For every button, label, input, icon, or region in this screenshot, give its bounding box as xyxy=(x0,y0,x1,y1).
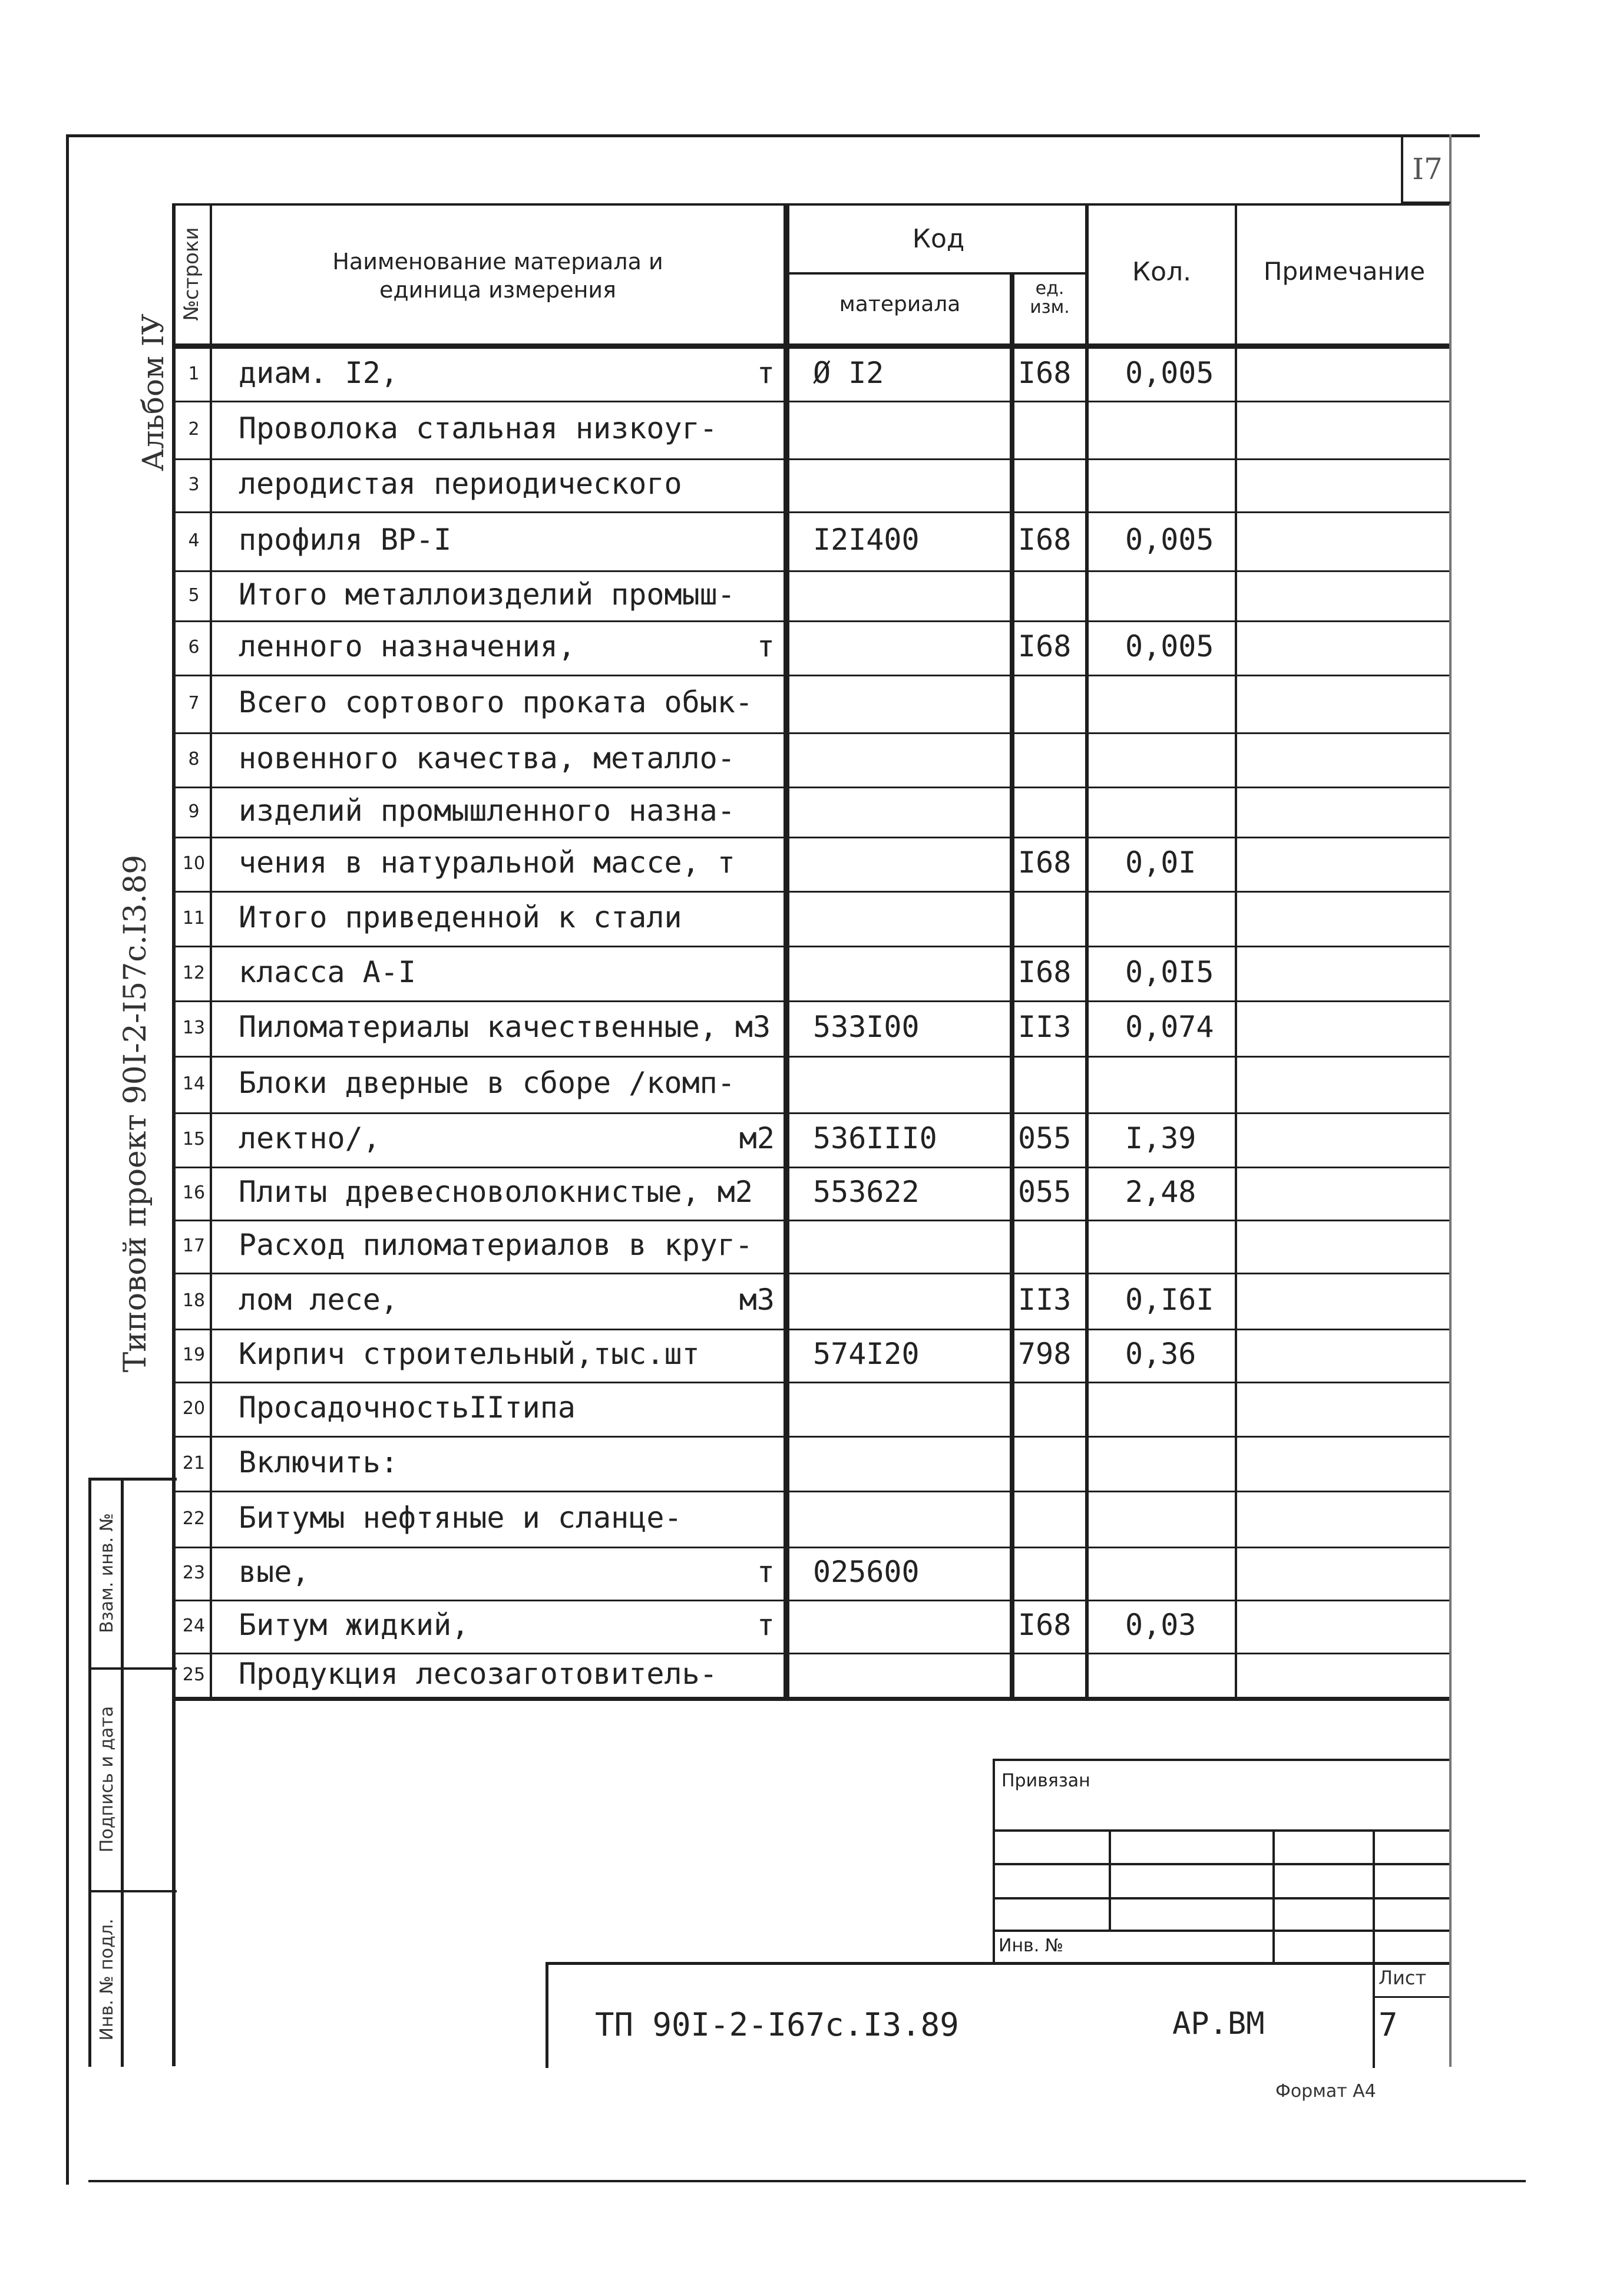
material-name: ленного назначения, xyxy=(239,629,576,663)
unit-code: I68 xyxy=(1018,629,1072,663)
stamp-strip-div1 xyxy=(88,1667,177,1670)
unit-code: II3 xyxy=(1018,1282,1072,1317)
col-divider-unit xyxy=(1085,203,1089,1697)
row-divider xyxy=(172,1547,1449,1548)
material-name: вые, xyxy=(239,1555,310,1589)
material-name: диам. I2, xyxy=(239,356,398,390)
row-number: 19 xyxy=(182,1344,206,1365)
unit-code: I68 xyxy=(1018,523,1072,557)
quantity: 0,0I xyxy=(1125,845,1196,880)
col-divider-name xyxy=(784,203,789,1697)
material-unit: т xyxy=(756,1608,775,1642)
row-number: 17 xyxy=(182,1235,206,1256)
bound-block-row4 xyxy=(993,1930,1449,1932)
material-name: леродистая периодического xyxy=(239,467,682,501)
material-name: Плиты древесноволокнистые, м2 xyxy=(239,1175,753,1209)
frame-left xyxy=(66,134,69,2185)
unit-code: 798 xyxy=(1018,1337,1072,1371)
row-number: 2 xyxy=(188,419,200,440)
material-code: 025600 xyxy=(813,1555,920,1589)
row-number: 3 xyxy=(188,474,200,495)
row-divider xyxy=(172,1220,1449,1221)
row-number: 23 xyxy=(182,1562,206,1583)
row-number: 22 xyxy=(182,1508,206,1529)
album-side-label: Альбом IУ xyxy=(136,313,170,471)
material-name: Кирпич строительный,тыс.шт xyxy=(239,1337,700,1371)
title-block-left xyxy=(546,1962,548,2068)
row-divider xyxy=(172,570,1449,572)
stamp-inv-number-label: Инв. № xyxy=(999,1935,1064,1956)
bound-block-col1 xyxy=(1109,1829,1111,1930)
code-sub-divider xyxy=(789,272,1087,275)
stamp-strip-col xyxy=(121,1478,124,2067)
row-number: 18 xyxy=(182,1290,206,1311)
page-number-box-left xyxy=(1401,137,1403,201)
unit-code: I68 xyxy=(1018,356,1072,390)
material-unit: м3 xyxy=(739,1282,775,1317)
quantity: I,39 xyxy=(1125,1121,1196,1155)
col-divider-qty xyxy=(1235,203,1237,1697)
row-number: 24 xyxy=(182,1616,206,1636)
row-divider xyxy=(172,1056,1449,1058)
material-name: Проволока стальная низкоуг- xyxy=(239,411,718,445)
material-unit: м2 xyxy=(739,1121,775,1155)
row-divider xyxy=(172,1329,1449,1330)
material-name: Итого металлоизделий промыш- xyxy=(239,577,735,612)
row-number: 1 xyxy=(188,364,200,384)
title-block-top xyxy=(546,1962,1449,1965)
table-left-border xyxy=(172,203,176,2066)
unit-code: I68 xyxy=(1018,1608,1072,1642)
unit-code: 055 xyxy=(1018,1175,1072,1209)
quantity: 0,36 xyxy=(1125,1337,1196,1371)
material-name: класса А-I xyxy=(239,954,416,989)
row-number: 21 xyxy=(182,1452,206,1474)
row-number: 6 xyxy=(188,637,200,658)
bound-block-col2 xyxy=(1272,1829,1275,1964)
row-divider xyxy=(172,1600,1449,1601)
header-qty: Кол. xyxy=(1132,257,1192,287)
quantity: 0,005 xyxy=(1125,629,1214,663)
row-divider xyxy=(172,401,1449,402)
row-number: 10 xyxy=(182,853,206,874)
material-code: 536III0 xyxy=(813,1121,937,1155)
row-number: 7 xyxy=(188,693,200,713)
row-number: 13 xyxy=(182,1017,206,1038)
title-block-sheet-label-divider xyxy=(1373,1996,1449,1998)
row-divider xyxy=(172,891,1449,893)
stamp-sign-date: Подпись и дата xyxy=(97,1706,117,1853)
row-number: 12 xyxy=(182,962,206,983)
material-name: Итого приведенной к стали xyxy=(239,900,682,934)
sheet-number: 7 xyxy=(1378,2006,1398,2043)
row-number: 16 xyxy=(182,1182,206,1203)
material-name: лом лесе, xyxy=(239,1282,398,1317)
row-divider xyxy=(172,1273,1449,1274)
col-divider-code xyxy=(1010,272,1014,1697)
row-divider xyxy=(172,732,1449,734)
material-name: профиля ВР-I xyxy=(239,523,452,557)
bound-block-left xyxy=(993,1759,995,1965)
quantity: 0,005 xyxy=(1125,523,1214,557)
row-divider xyxy=(172,1653,1449,1654)
row-number: 25 xyxy=(182,1664,206,1685)
row-divider xyxy=(172,1000,1449,1002)
project-side-label: Типовой проект 90I-2-I57с.I3.89 xyxy=(118,854,153,1373)
document-code: ТП 90I-2-I67с.I3.89 xyxy=(595,2006,959,2043)
bound-block-row1 xyxy=(993,1829,1449,1832)
material-code: 533I00 xyxy=(813,1010,920,1044)
material-name: Блоки дверные в сборе /комп- xyxy=(239,1066,735,1100)
row-divider xyxy=(172,787,1449,788)
header-row-number: №строки xyxy=(180,227,203,321)
unit-code: II3 xyxy=(1018,1010,1072,1044)
frame-top xyxy=(66,134,1480,137)
row-divider xyxy=(172,1436,1449,1438)
bound-block-row2 xyxy=(993,1863,1449,1865)
quantity: 0,005 xyxy=(1125,356,1214,390)
material-name: чения в натуральной массе, т xyxy=(239,845,735,880)
material-name: Продукция лесозаготовитель- xyxy=(239,1656,718,1691)
material-name: Включить: xyxy=(239,1445,398,1479)
format-label: Формат А4 xyxy=(1275,2081,1376,2102)
row-number: 15 xyxy=(182,1129,206,1149)
header-code-material: материала xyxy=(839,292,961,316)
material-name: новенного качества, металло- xyxy=(239,741,735,775)
row-divider xyxy=(172,458,1449,460)
row-divider xyxy=(172,946,1449,947)
material-name: Битумы нефтяные и сланце- xyxy=(239,1500,682,1535)
row-number: 8 xyxy=(188,749,200,769)
header-name: Наименование материала и единица измерения xyxy=(332,249,663,303)
material-code: Ø I2 xyxy=(813,356,884,390)
row-divider xyxy=(172,1167,1449,1168)
material-name: Пиломатериалы качественные, м3 xyxy=(239,1010,771,1044)
document-mark: АР.ВМ xyxy=(1172,2006,1265,2041)
row-number: 14 xyxy=(182,1073,206,1094)
unit-code: 055 xyxy=(1018,1121,1072,1155)
material-name: Расход пиломатериалов в круг- xyxy=(239,1228,753,1262)
stamp-inv-original: Инв. № подл. xyxy=(97,1918,117,2041)
header-bottom-border xyxy=(172,343,1449,349)
row-divider xyxy=(172,675,1449,676)
quantity: 0,0I5 xyxy=(1125,954,1214,989)
frame-right xyxy=(1449,134,1452,2067)
title-block-sheet-divider xyxy=(1373,1962,1375,2068)
material-name: ПросадочностьIIтипа xyxy=(239,1390,576,1425)
stamp-bound-label: Привязан xyxy=(1001,1770,1090,1791)
row-divider xyxy=(172,511,1449,513)
frame-bottom xyxy=(88,2180,1526,2182)
material-unit: т xyxy=(756,629,775,663)
header-code: Код xyxy=(912,224,965,254)
material-code: I2I400 xyxy=(813,523,920,557)
row-number: 4 xyxy=(188,530,200,551)
material-code: 574I20 xyxy=(813,1337,920,1371)
material-unit: т xyxy=(756,356,775,390)
quantity: 0,I6I xyxy=(1125,1282,1214,1317)
header-note: Примечание xyxy=(1263,257,1426,286)
row-number: 20 xyxy=(182,1398,206,1419)
row-divider xyxy=(172,837,1449,838)
material-unit: т xyxy=(756,1555,775,1589)
stamp-strip-top xyxy=(88,1478,177,1481)
table-bottom-border xyxy=(172,1697,1449,1701)
material-code: 553622 xyxy=(813,1175,920,1209)
row-divider xyxy=(172,1112,1449,1114)
table-top-border xyxy=(172,203,1449,206)
row-divider xyxy=(172,1491,1449,1492)
stamp-inv-replacement: Взам. инв. № xyxy=(97,1513,117,1633)
material-name: изделий промышленного назна- xyxy=(239,793,735,828)
row-divider xyxy=(172,620,1449,622)
row-number: 11 xyxy=(182,907,206,929)
sheet-label: Лист xyxy=(1378,1967,1427,1989)
material-name: лектно/, xyxy=(239,1121,381,1155)
quantity: 0,03 xyxy=(1125,1608,1196,1642)
header-code-unit: ед. изм. xyxy=(1030,278,1070,318)
bound-block-top xyxy=(993,1759,1449,1761)
unit-code: I68 xyxy=(1018,845,1072,880)
bound-block-col3 xyxy=(1373,1829,1375,1964)
page-number: I7 xyxy=(1412,152,1443,186)
quantity: 2,48 xyxy=(1125,1175,1196,1209)
row-divider xyxy=(172,1382,1449,1383)
quantity: 0,074 xyxy=(1125,1010,1214,1044)
stamp-strip-left xyxy=(88,1478,91,2067)
unit-code: I68 xyxy=(1018,954,1072,989)
row-number: 5 xyxy=(188,584,200,606)
bound-block-row3 xyxy=(993,1897,1449,1899)
material-name: Битум жидкий, xyxy=(239,1608,470,1642)
material-name: Всего сортового проката обык- xyxy=(239,685,753,719)
row-number: 9 xyxy=(188,801,200,822)
